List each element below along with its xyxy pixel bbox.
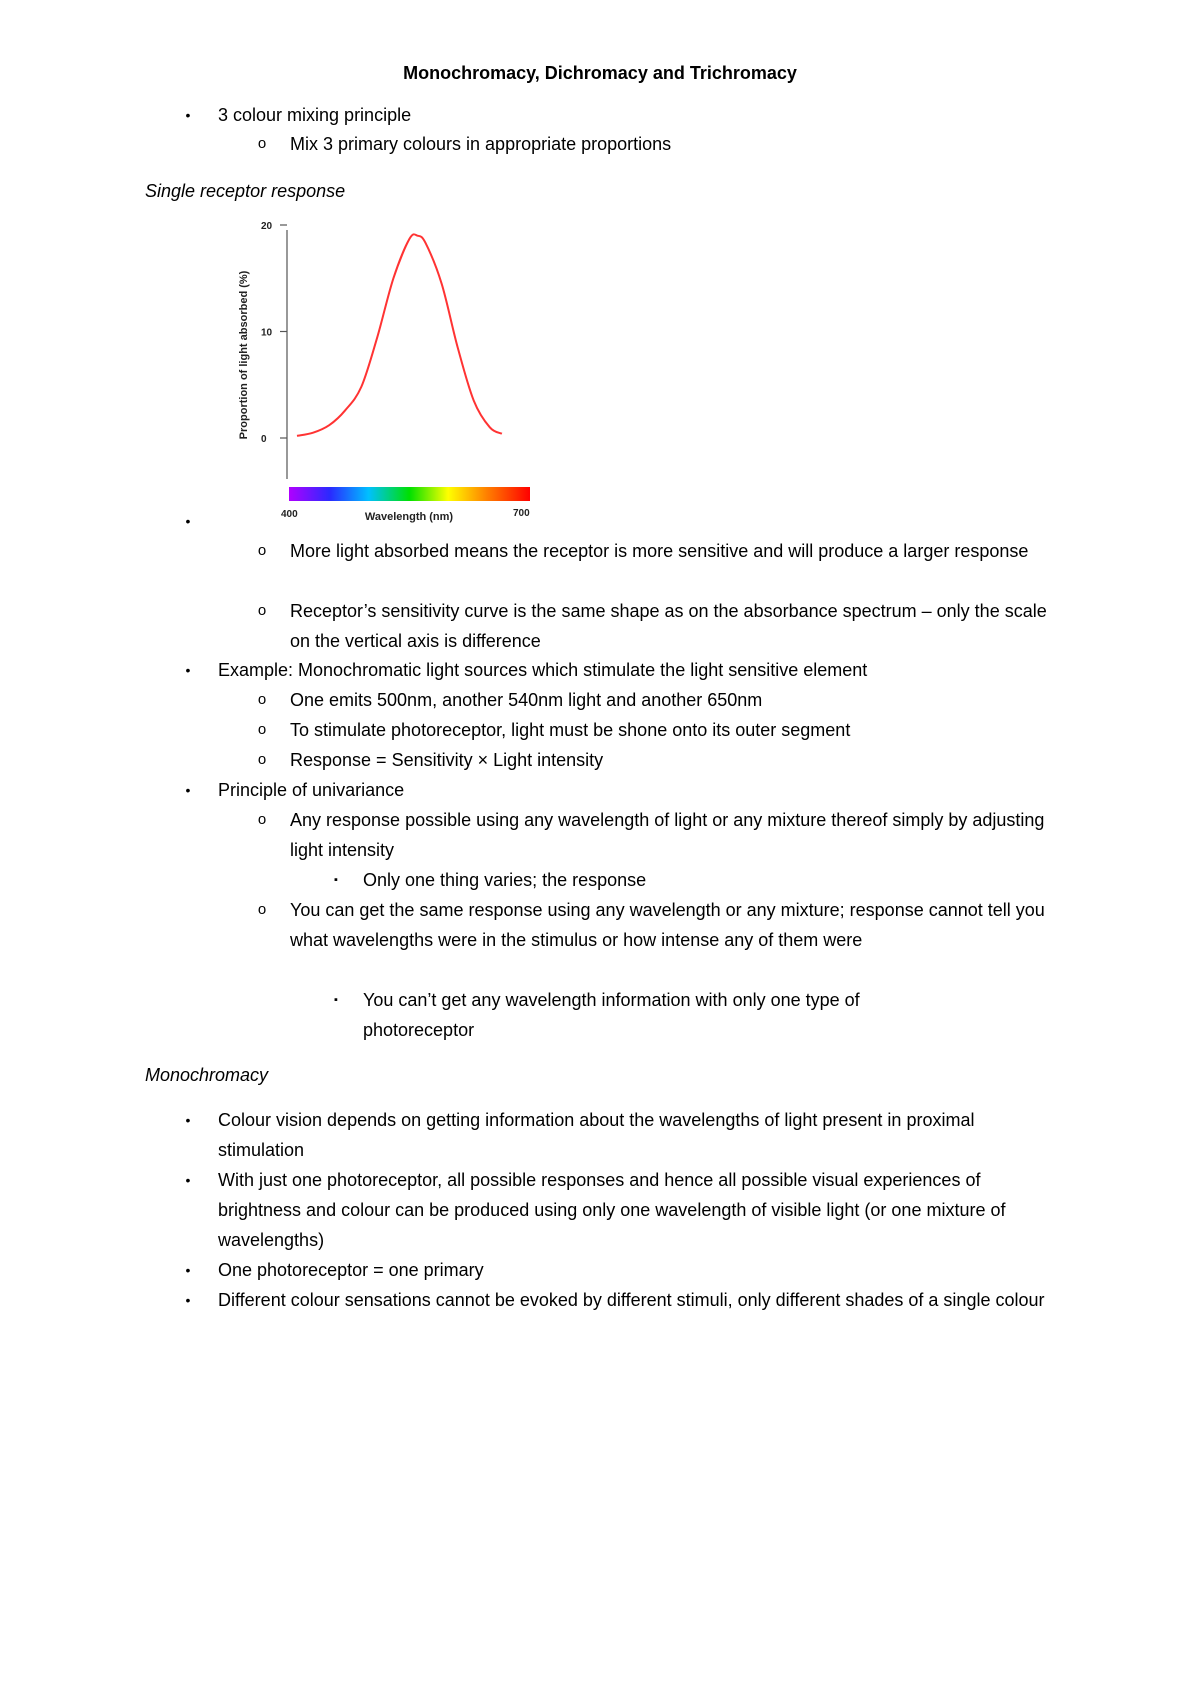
absorption-curve: [297, 234, 502, 436]
list-item: To stimulate photoreceptor, light must be shone onto its outer segment: [290, 720, 851, 740]
sub-bullet-marker: o: [257, 602, 267, 619]
bullet-marker: •: [185, 782, 191, 798]
y-tick-label: 20: [261, 221, 273, 232]
list-item: Example: Monochromatic light sources which stimulate the light sensitive element: [218, 660, 868, 680]
list-item: Only one thing varies; the response: [363, 870, 647, 890]
bullet-marker: •: [185, 1262, 191, 1278]
y-axis-label: Proportion of light absorbed (%): [238, 270, 250, 440]
list-item: Receptor’s sensitivity curve is the same shape as on the absorbance spectrum – only the scale on the vertical axis is difference: [290, 601, 1047, 651]
list-item: Different colour sensations cannot be evoked by different stimuli, only different shades of a single colour: [218, 1290, 1045, 1310]
bullet-marker: •: [185, 662, 191, 678]
list-item: 3 colour mixing principle: [218, 105, 412, 125]
x-tick-label-700: 700: [513, 508, 530, 519]
list-item: Principle of univariance: [218, 780, 405, 800]
sub-bullet-marker: o: [257, 901, 267, 918]
bullet-marker: •: [185, 1172, 191, 1188]
y-tick-label: 10: [261, 327, 273, 339]
list-item: You can’t get any wavelength information with only one type of photoreceptor: [363, 990, 860, 1040]
bullet-marker: •: [185, 1292, 191, 1308]
sub-bullet-marker: o: [257, 751, 267, 768]
sub-bullet-marker: o: [257, 811, 267, 828]
list-item: Mix 3 primary colours in appropriate proportions: [290, 134, 672, 154]
sub-sub-bullet-marker: ▪: [334, 874, 338, 886]
list-item: One photoreceptor = one primary: [218, 1260, 484, 1280]
section-heading-single-receptor: Single receptor response: [145, 181, 346, 201]
bullet-marker: •: [185, 513, 191, 529]
list-item: More light absorbed means the receptor is more sensitive and will produce a larger response: [290, 541, 1029, 561]
list-item: Any response possible using any wavelength of light or any mixture thereof simply by adjusting light intensity: [290, 810, 1045, 860]
list-item: Colour vision depends on getting information about the wavelengths of light present in proximal stimulation: [218, 1110, 975, 1160]
bullet-marker: •: [185, 107, 191, 123]
sub-bullet-marker: o: [257, 542, 267, 559]
sub-bullet-marker: o: [257, 721, 267, 738]
x-tick-label-400: 400: [281, 509, 298, 520]
y-tick-label: 0: [261, 434, 267, 445]
sub-bullet-marker: o: [257, 135, 267, 152]
section-heading-monochromacy: Monochromacy: [145, 1065, 269, 1085]
list-item: With just one photoreceptor, all possible responses and hence all possible visual experiences of brightness and colour can be produced using only one wavelength of visible light (or one mixture of wavelengths): [218, 1170, 1006, 1250]
sub-bullet-marker: o: [257, 691, 267, 708]
list-item: One emits 500nm, another 540nm light and another 650nm: [290, 690, 763, 710]
spectrum-bar: [289, 487, 530, 501]
bullet-marker: •: [185, 1112, 191, 1128]
sub-sub-bullet-marker: ▪: [334, 994, 338, 1006]
page-title: Monochromacy, Dichromacy and Trichromacy: [403, 63, 797, 83]
absorption-chart: [225, 215, 545, 530]
list-item: Response = Sensitivity × Light intensity: [290, 750, 604, 770]
x-axis-label: Wavelength (nm): [364, 511, 454, 523]
list-item: You can get the same response using any wavelength or any mixture; response cannot tell you what wavelengths were in the stimulus or how intense any of them were: [290, 900, 1045, 950]
